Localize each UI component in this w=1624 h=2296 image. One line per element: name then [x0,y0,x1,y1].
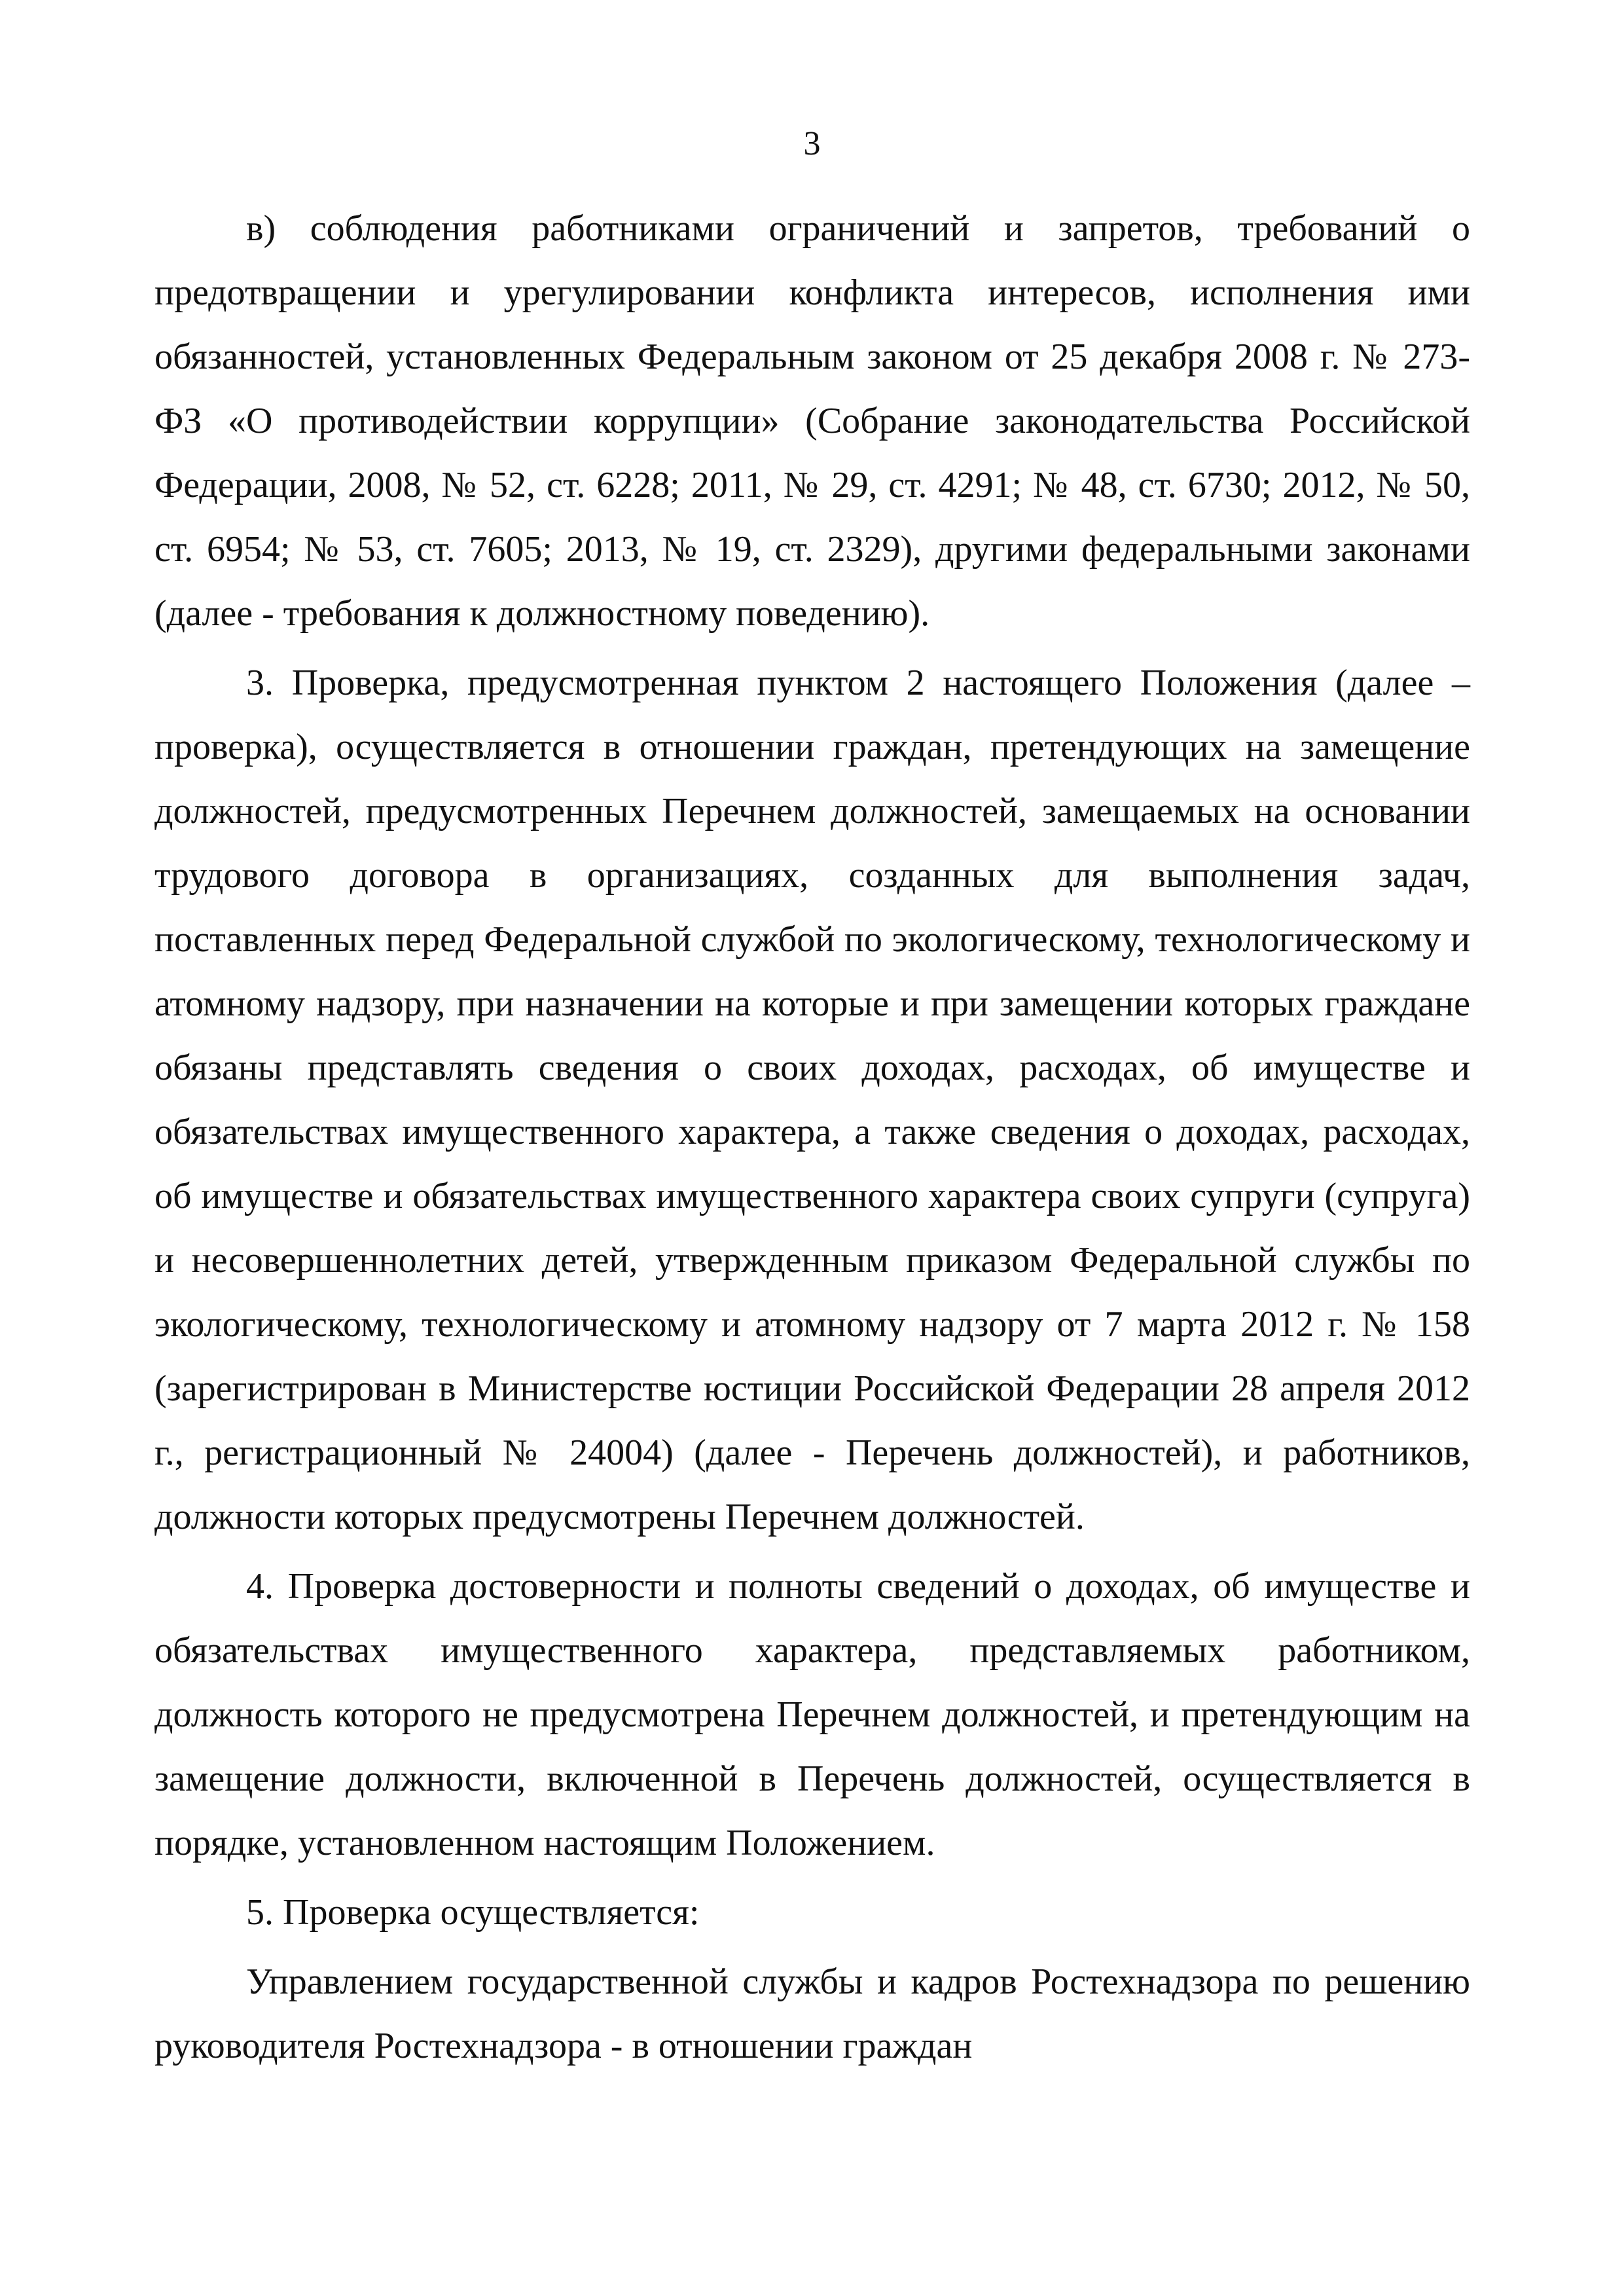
paragraph-4-verification-procedure: 4. Проверка достоверности и полноты сведений о доходах, об имуществе и обязательствах имущественного характера, представляемых работником, должность которого не предусмотрена Перечнем должностей, и претендующим на замещение должности, включенной в Перечень должностей, осуществляется в порядке, установленном настоящим Положением. [154,1566,1470,1863]
paragraph-3-verification-scope: 3. Проверка, предусмотренная пунктом 2 настоящего Положения (далее – проверка), осуществляется в отношении граждан, претендующих на замещение должностей, предусмотренных Перечнем должностей, замещаемых на основании трудового договора в организациях, созданных для выполнения задач, поставленных перед Федеральной службой по экологическому, технологическому и атомному надзору, при назначении на которые и при замещении которых граждане обязаны представлять сведения о своих доходах, расходах, об имуществе и обязательствах имущественного характера, а также сведения о доходах, расходах, об имуществе и обязательствах имущественного характера своих супруги (супруга) и несовершеннолетних детей, утвержденным приказом Федеральной службы по экологическому, технологическому и атомному надзору от 7 марта 2012 г. № 158 (зарегистрирован в Министерстве юстиции Российской Федерации 28 апреля 2012 г., регистрационный № 24004) (далее - Перечень должностей), и работников, должности которых предусмотрены Перечнем должностей. [154,663,1470,1537]
paragraph-conduct-requirements: в) соблюдения работниками ограничений и запретов, требований о предотвращении и урегулировании конфликта интересов, исполнения ими обязанностей, установленных Федеральным законом от 25 декабря 2008 г. № 273-ФЗ «О противодействии коррупции» (Собрание законодательства Российской Федерации, 2008, № 52, ст. 6228; 2011, № 29, ст. 4291; № 48, ст. 6730; 2012, № 50, ст. 6954; № 53, ст. 7605; 2013, № 19, ст. 2329), другими федеральными законами (далее - требования к должностному поведению). [154,208,1470,634]
document-body [154,196,1470,2078]
page-number: 3 [803,125,821,162]
paragraph-hr-department: Управлением государственной службы и кадров Ростехнадзора по решению руководителя Ростехнадзора - в отношении граждан [154,1961,1470,2066]
paragraph-5-verification-performed: 5. Проверка осуществляется: [246,1892,700,1933]
